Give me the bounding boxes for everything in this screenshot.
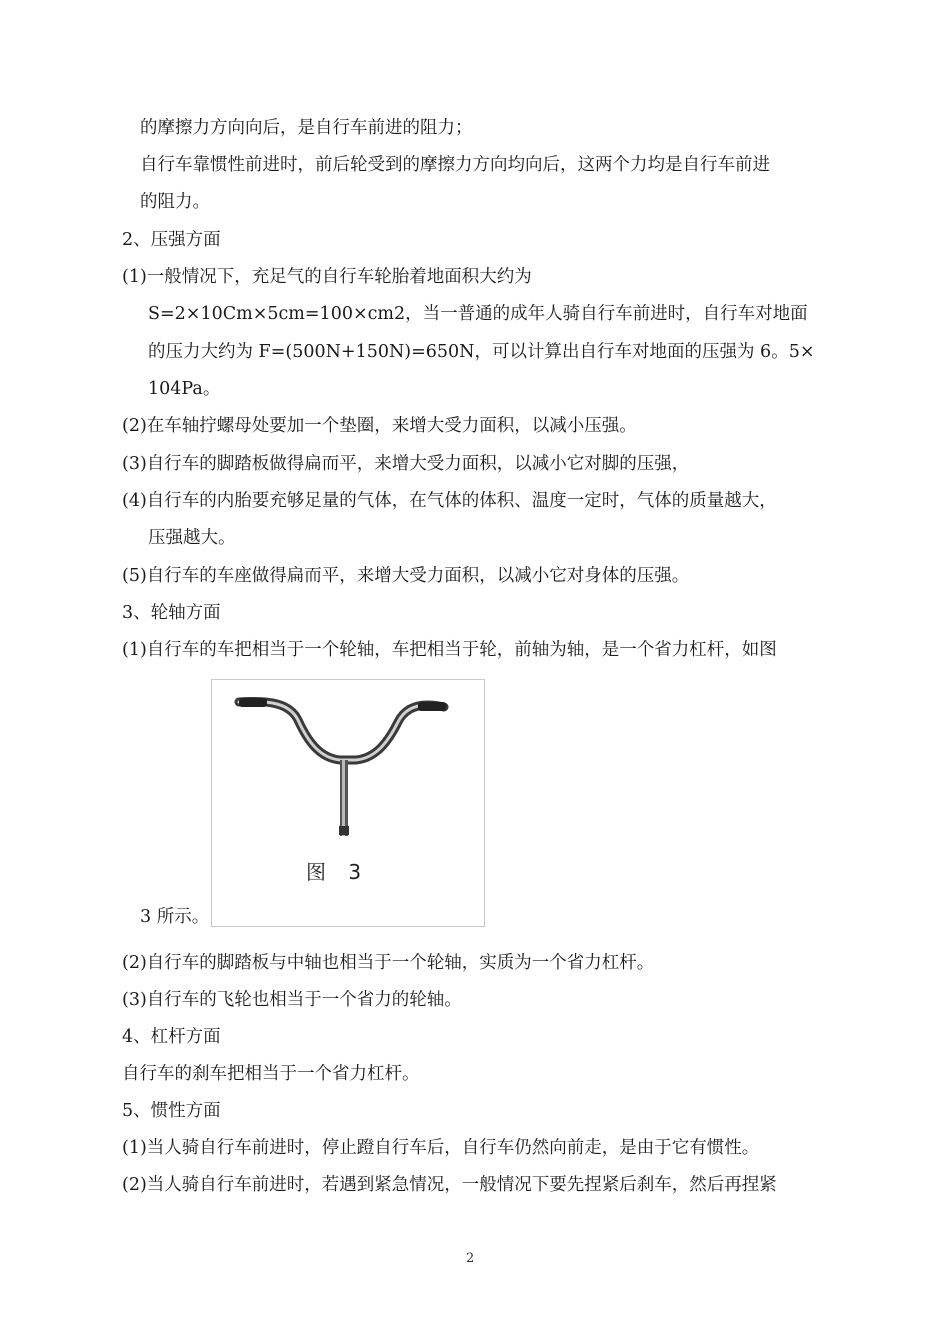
- text-line: 的压力大约为 F=(500N+150N)=650N，可以计算出自行车对地面的压强为 6。5×: [148, 342, 815, 362]
- text-line: (5)自行车的车座做得扁而平，来增大受力面积，以减小它对身体的压强。: [122, 566, 690, 586]
- text-line: 压强越大。: [148, 528, 236, 548]
- text-line: (1)当人骑自行车前进时，停止蹬自行车后，自行车仍然向前走，是由于它有惯性。: [122, 1138, 760, 1158]
- text-line: (2)在车轴拧螺母处要加一个垫圈，来增大受力面积，以减小压强。: [122, 416, 637, 436]
- text-line: (4)自行车的内胎要充够足量的气体，在气体的体积、温度一定时，气体的质量越大，: [122, 491, 777, 511]
- text-line: (1)自行车的车把相当于一个轮轴，车把相当于轮，前轴为轴，是一个省力杠杆，如图: [122, 640, 777, 660]
- text-line: (1)一般情况下，充足气的自行车轮胎着地面积大约为: [122, 267, 532, 287]
- text-line: 的阻力。: [140, 192, 210, 212]
- handlebar-illustration: [212, 680, 484, 926]
- text-line: (2)当人骑自行车前进时，若遇到紧急情况，一般情况下要先捏紧后刹车，然后再捏紧: [122, 1175, 777, 1195]
- section-heading: 4、杠杆方面: [122, 1027, 221, 1047]
- section-heading: 2、压强方面: [122, 230, 221, 250]
- text-line: 自行车靠惯性前进时，前后轮受到的摩擦力方向均向后，这两个力均是自行车前进: [140, 155, 770, 175]
- section-heading: 5、惯性方面: [122, 1101, 221, 1121]
- text-line: 104Pa。: [148, 379, 221, 399]
- text-line: (3)自行车的飞轮也相当于一个省力的轮轴。: [122, 990, 462, 1010]
- text-line: 3 所示。: [140, 907, 210, 927]
- text-line: (3)自行车的脚踏板做得扁而平，来增大受力面积，以减小它对脚的压强，: [122, 454, 690, 474]
- page-number: 2: [466, 1251, 475, 1266]
- text-line: 自行车的刹车把相当于一个省力杠杆。: [122, 1064, 420, 1084]
- section-heading: 3、轮轴方面: [122, 603, 221, 623]
- figure-caption: 图 3: [306, 860, 370, 884]
- text-line: (2)自行车的脚踏板与中轴也相当于一个轮轴，实质为一个省力杠杆。: [122, 953, 655, 973]
- handlebar-figure: [211, 679, 485, 927]
- text-line: 的摩擦力方向向后，是自行车前进的阻力；: [140, 118, 473, 138]
- text-line: S=2×10Cm×5cm=100×cm2，当一普通的成年人骑自行车前进时，自行车对地面: [148, 304, 808, 324]
